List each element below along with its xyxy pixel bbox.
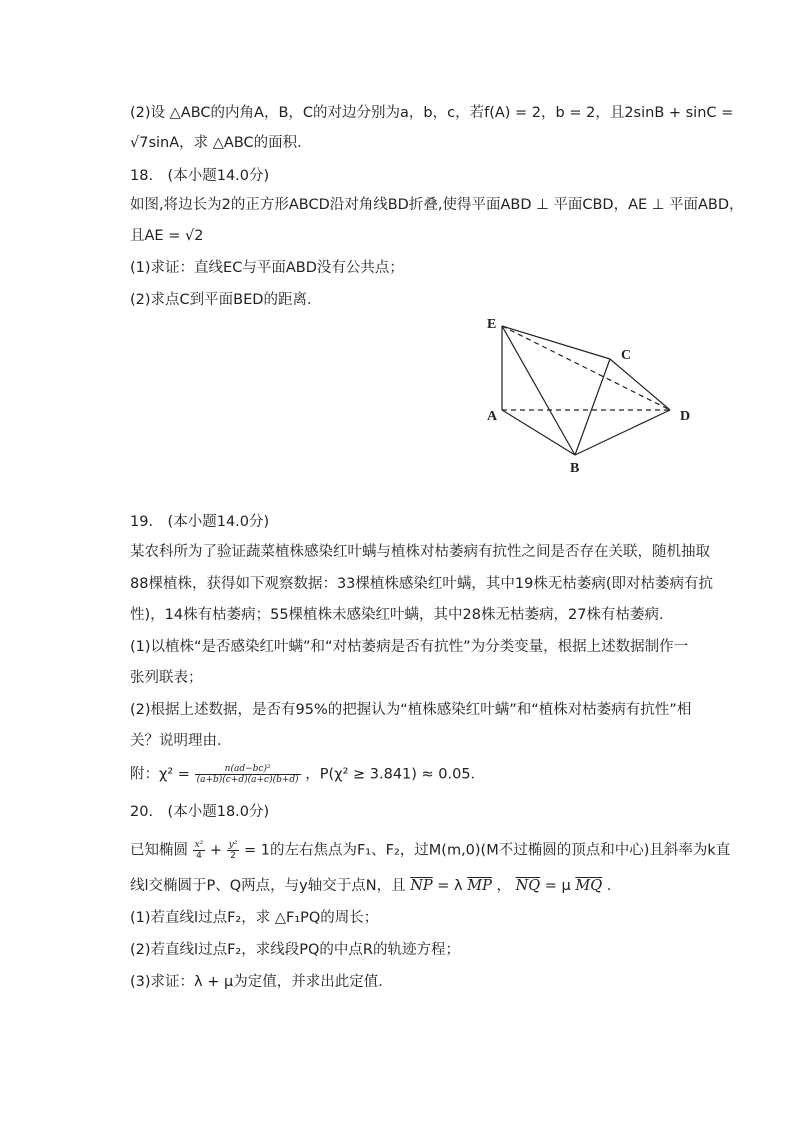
vector-MQ: $\overline{MQ}$ bbox=[575, 878, 603, 894]
formula-suffix: ，P(χ² ≥ 3.841) ≈ 0.05． bbox=[305, 766, 486, 783]
equals-mu: = μ bbox=[544, 878, 571, 894]
label-B: B bbox=[570, 461, 580, 476]
q19-part2-line1: (2)根据上述数据，是否有95%的把握认为“植株感染红叶螨”和“植株对枯萎病有抗性”相 bbox=[130, 702, 692, 718]
label-D: D bbox=[680, 409, 691, 424]
q18-stem-line2: 且AE = √2 bbox=[130, 228, 204, 244]
label-C: C bbox=[621, 348, 632, 363]
pyramid-diagram bbox=[480, 310, 705, 480]
chi-square-numerator: n(ad−bc)² bbox=[195, 764, 301, 775]
pyramid-figure bbox=[480, 310, 705, 480]
label-A: A bbox=[487, 409, 498, 424]
q19-formula-line bbox=[130, 764, 485, 785]
ellipse-x-fraction bbox=[193, 840, 206, 861]
q17-part2-line2: √7sinA，求 △ABC的面积． bbox=[130, 135, 312, 151]
chi-square-denominator: (a+b)(c+d)(a+c)(b+d) bbox=[196, 775, 299, 785]
equals-lambda: = λ bbox=[437, 878, 463, 894]
ellipse-y-numerator: y² bbox=[228, 840, 238, 850]
ellipse-x-denominator: 4 bbox=[196, 851, 202, 861]
label-E: E bbox=[487, 317, 497, 332]
ellipse-text-prefix: 已知椭圆 bbox=[130, 842, 188, 859]
q19-part1-line1: (1)以植株“是否感染红叶螨”和“对枯萎病是否有抗性”为分类变量，根据上述数据制作一 bbox=[130, 639, 689, 655]
ellipse-y-denominator: 2 bbox=[230, 851, 236, 861]
q20-stem-line2 bbox=[130, 876, 621, 896]
q20-stem-line1 bbox=[130, 840, 730, 861]
edge-ED-dashed bbox=[502, 326, 670, 410]
edge-AB bbox=[502, 410, 575, 455]
q19-part2-line2: 关？说明理由． bbox=[130, 733, 232, 749]
q19-stem-line2: 88棵植株，获得如下观察数据：33棵植株感染红叶螨，其中19株无枯萎病(即对枯萎病有抗 bbox=[130, 576, 714, 592]
q19-stem-line1: 某农科所为了验证蔬菜植株感染红叶螨与植株对枯萎病有抗性之间是否存在关联，随机抽取 bbox=[130, 544, 710, 560]
q17-part2-line1: (2)设 △ABC的内角A，B，C的对边分别为a，b，c，若f(A) = 2，b = 2，且2sinB + sinC = bbox=[130, 105, 734, 121]
vector-MP: $\overline{MP}$ bbox=[467, 878, 492, 894]
q19-part1-line2: 张列联表； bbox=[130, 670, 203, 686]
vector-NQ: $\overline{NQ}$ bbox=[515, 878, 541, 894]
comma-sep: ， bbox=[496, 878, 511, 894]
q18-stem-line1: 如图,将边长为2的正方形ABCD沿对角线BD折叠,使得平面ABD ⊥ 平面CBD，AE ⊥ 平面ABD， bbox=[130, 197, 744, 213]
ellipse-text-suffix: = 1的左右焦点为F₁、F₂，过M(m,0)(M不过椭圆的顶点和中心)且斜率为k直 bbox=[243, 842, 731, 859]
ellipse-x-numerator: x² bbox=[194, 840, 204, 850]
q20-part3: (3)求证：λ + μ为定值，并求出此定值． bbox=[130, 974, 393, 990]
q18-heading: 18. (本小题14.0分) bbox=[130, 168, 270, 184]
line-intersect-text: 线l交椭圆于P、Q两点，与y轴交于点N，且 bbox=[130, 878, 406, 894]
q19-heading: 19. (本小题14.0分) bbox=[130, 514, 270, 530]
q20-part1: (1)若直线l过点F₂，求 △F₁PQ的周长； bbox=[130, 910, 379, 926]
ellipse-plus: + bbox=[209, 842, 223, 859]
formula-prefix: 附：χ² = bbox=[130, 766, 190, 783]
q18-part2: (2)求点C到平面BED的距离． bbox=[130, 292, 322, 308]
chi-square-fraction bbox=[195, 764, 301, 785]
q18-part1: (1)求证：直线EC与平面ABD没有公共点； bbox=[130, 260, 404, 276]
line-end-period: ． bbox=[606, 878, 622, 894]
ellipse-y-fraction bbox=[227, 840, 240, 861]
q19-stem-line3: 性)，14株有枯萎病；55棵植株未感染红叶螨，其中28株无枯萎病，27株有枯萎病． bbox=[130, 607, 674, 623]
q20-part2: (2)若直线l过点F₂，求线段PQ的中点R的轨迹方程； bbox=[130, 942, 460, 958]
vector-NP: $\overline{NP}$ bbox=[410, 878, 433, 894]
q20-heading: 20. (本小题18.0分) bbox=[130, 804, 270, 820]
